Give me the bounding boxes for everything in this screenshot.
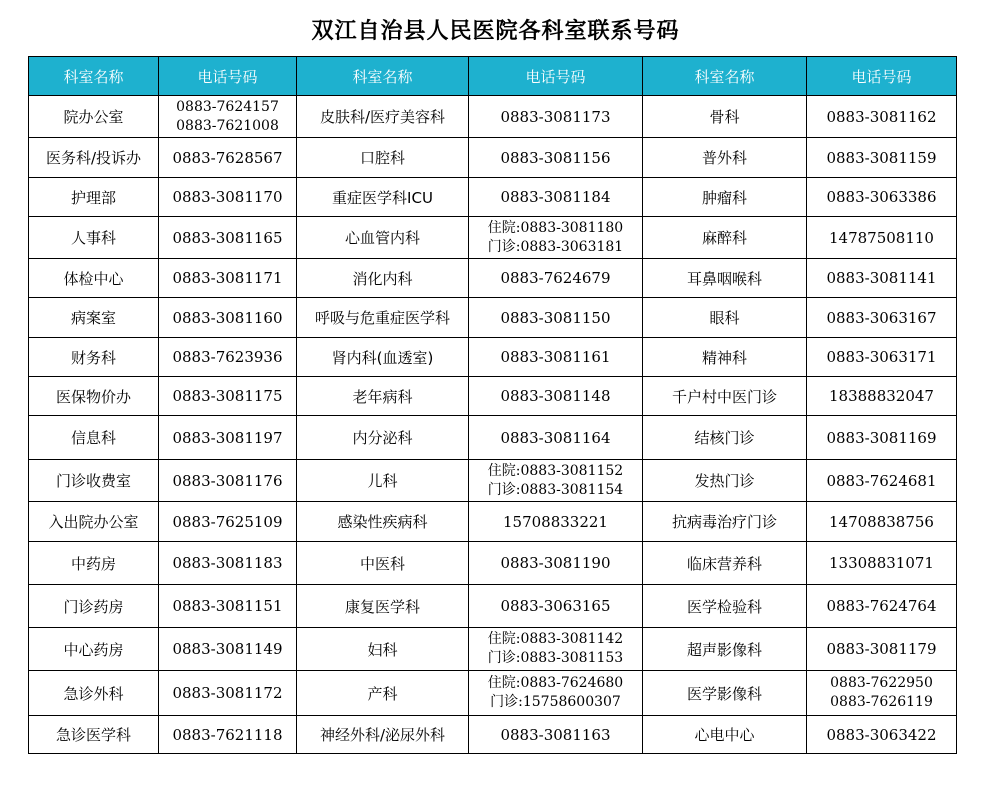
department-name-cell: 神经外科/泌尿外科 <box>297 716 469 754</box>
department-name-cell: 中药房 <box>29 542 159 585</box>
phone-number-cell: 15708833221 <box>469 502 643 542</box>
department-name-cell: 医保物价办 <box>29 377 159 416</box>
phone-number-cell <box>469 628 643 671</box>
department-name-cell: 骨科 <box>643 96 807 138</box>
phone-number-cell: 0883-3081151 <box>159 585 297 628</box>
department-name-cell: 入出院办公室 <box>29 502 159 542</box>
table-row <box>29 671 957 716</box>
phone-number-cell: 0883-3081162 <box>807 96 957 138</box>
phone-number-cell <box>159 96 297 138</box>
department-name-cell: 医务科/投诉办 <box>29 138 159 178</box>
department-name-cell: 儿科 <box>297 460 469 502</box>
table-row <box>29 628 957 671</box>
header-department: 科室名称 <box>29 57 159 96</box>
phone-number-cell: 0883-3063167 <box>807 298 957 338</box>
phone-number-cell <box>469 460 643 502</box>
phone-number-cell: 0883-7624681 <box>807 460 957 502</box>
phone-number-line: 住院:0883-3081180 <box>487 219 624 236</box>
department-name-cell: 信息科 <box>29 416 159 460</box>
department-name-cell: 心血管内科 <box>297 217 469 259</box>
phone-number-cell: 0883-3081141 <box>807 259 957 298</box>
phone-number-cell: 0883-3081190 <box>469 542 643 585</box>
department-name-cell: 眼科 <box>643 298 807 338</box>
department-name-cell: 耳鼻咽喉科 <box>643 259 807 298</box>
header-phone: 电话号码 <box>469 57 643 96</box>
phone-number-cell: 0883-3081149 <box>159 628 297 671</box>
department-name-cell: 中心药房 <box>29 628 159 671</box>
department-name-cell: 门诊收费室 <box>29 460 159 502</box>
phone-number-cell: 0883-3081150 <box>469 298 643 338</box>
phone-number-cell <box>807 671 957 716</box>
department-name-cell: 老年病科 <box>297 377 469 416</box>
phone-number-line: 门诊:0883-3081154 <box>487 481 624 498</box>
header-phone: 电话号码 <box>159 57 297 96</box>
phone-number-cell: 0883-3063386 <box>807 178 957 217</box>
department-name-cell: 院办公室 <box>29 96 159 138</box>
department-name-cell: 感染性疾病科 <box>297 502 469 542</box>
phone-number-cell: 0883-7624764 <box>807 585 957 628</box>
phone-directory-table <box>28 56 957 754</box>
phone-number-cell: 0883-3081172 <box>159 671 297 716</box>
phone-number-cell: 0883-3081184 <box>469 178 643 217</box>
phone-number-cell: 0883-3081169 <box>807 416 957 460</box>
header-department: 科室名称 <box>643 57 807 96</box>
phone-number-cell: 0883-3081197 <box>159 416 297 460</box>
phone-number-cell <box>469 217 643 259</box>
department-name-cell: 发热门诊 <box>643 460 807 502</box>
table-row <box>29 217 957 259</box>
department-name-cell: 心电中心 <box>643 716 807 754</box>
department-name-cell: 超声影像科 <box>643 628 807 671</box>
table-row <box>29 460 957 502</box>
department-name-cell: 产科 <box>297 671 469 716</box>
department-name-cell: 内分泌科 <box>297 416 469 460</box>
department-name-cell: 千户村中医门诊 <box>643 377 807 416</box>
phone-number-line: 门诊:0883-3081153 <box>487 650 624 666</box>
phone-number-cell: 0883-3081161 <box>469 338 643 377</box>
phone-number-cell: 0883-3081160 <box>159 298 297 338</box>
table-row <box>29 138 957 178</box>
phone-number-cell: 0883-3081163 <box>469 716 643 754</box>
department-name-cell: 妇科 <box>297 628 469 671</box>
phone-number-cell <box>469 671 643 716</box>
phone-number-cell: 0883-3081170 <box>159 178 297 217</box>
phone-number-line: 住院:0883-3081142 <box>487 631 624 647</box>
phone-number-line: 0883-7621008 <box>176 117 279 134</box>
phone-number-cell: 0883-7624679 <box>469 259 643 298</box>
department-name-cell: 麻醉科 <box>643 217 807 259</box>
department-name-cell: 抗病毒治疗门诊 <box>643 502 807 542</box>
phone-number-cell: 0883-3063422 <box>807 716 957 754</box>
phone-number-cell: 18388832047 <box>807 377 957 416</box>
phone-number-cell: 14787508110 <box>807 217 957 259</box>
phone-number-line: 住院:0883-7624680 <box>487 675 624 691</box>
table-row <box>29 585 957 628</box>
department-name-cell: 结核门诊 <box>643 416 807 460</box>
phone-number-cell: 0883-3081171 <box>159 259 297 298</box>
department-name-cell: 康复医学科 <box>297 585 469 628</box>
table-row <box>29 416 957 460</box>
department-name-cell: 医学检验科 <box>643 585 807 628</box>
department-name-cell: 消化内科 <box>297 259 469 298</box>
phone-number-cell: 0883-7625109 <box>159 502 297 542</box>
department-name-cell: 重症医学科ICU <box>297 178 469 217</box>
department-name-cell: 口腔科 <box>297 138 469 178</box>
phone-number-line: 门诊:0883-3063181 <box>487 238 624 255</box>
header-row <box>29 57 957 96</box>
department-name-cell: 医学影像科 <box>643 671 807 716</box>
phone-number-cell: 13308831071 <box>807 542 957 585</box>
department-name-cell: 护理部 <box>29 178 159 217</box>
department-name-cell: 精神科 <box>643 338 807 377</box>
department-name-cell: 人事科 <box>29 217 159 259</box>
table-row <box>29 716 957 754</box>
phone-number-cell: 0883-7628567 <box>159 138 297 178</box>
phone-number-line: 0883-7626119 <box>830 694 933 710</box>
department-name-cell: 中医科 <box>297 542 469 585</box>
phone-number-line: 0883-7624157 <box>176 98 279 115</box>
header-department: 科室名称 <box>297 57 469 96</box>
phone-number-cell: 0883-3063165 <box>469 585 643 628</box>
phone-number-cell: 0883-3081183 <box>159 542 297 585</box>
table-row <box>29 338 957 377</box>
department-name-cell: 临床营养科 <box>643 542 807 585</box>
phone-number-cell: 0883-3081179 <box>807 628 957 671</box>
table-row <box>29 178 957 217</box>
table-row <box>29 377 957 416</box>
phone-number-line: 住院:0883-3081152 <box>487 462 624 479</box>
phone-number-cell: 0883-3081173 <box>469 96 643 138</box>
phone-number-cell: 0883-3081165 <box>159 217 297 259</box>
department-name-cell: 体检中心 <box>29 259 159 298</box>
department-name-cell: 呼吸与危重症医学科 <box>297 298 469 338</box>
department-name-cell: 病案室 <box>29 298 159 338</box>
table-row <box>29 259 957 298</box>
phone-number-cell: 0883-3081164 <box>469 416 643 460</box>
department-name-cell: 肿瘤科 <box>643 178 807 217</box>
phone-number-cell: 0883-3063171 <box>807 338 957 377</box>
phone-number-cell: 0883-3081148 <box>469 377 643 416</box>
phone-number-cell: 14708838756 <box>807 502 957 542</box>
phone-number-cell: 0883-3081159 <box>807 138 957 178</box>
phone-number-cell: 0883-3081156 <box>469 138 643 178</box>
phone-number-cell: 0883-3081176 <box>159 460 297 502</box>
header-phone: 电话号码 <box>807 57 957 96</box>
phone-number-cell: 0883-3081175 <box>159 377 297 416</box>
table-row <box>29 542 957 585</box>
department-name-cell: 普外科 <box>643 138 807 178</box>
phone-number-line: 门诊:15758600307 <box>490 694 621 710</box>
department-name-cell: 肾内科(血透室) <box>297 338 469 377</box>
department-name-cell: 门诊药房 <box>29 585 159 628</box>
department-name-cell: 财务科 <box>29 338 159 377</box>
table-row <box>29 502 957 542</box>
phone-number-cell: 0883-7621118 <box>159 716 297 754</box>
department-name-cell: 急诊医学科 <box>29 716 159 754</box>
phone-number-cell: 0883-7623936 <box>159 338 297 377</box>
page-title: 双江自治县人民医院各科室联系号码 <box>311 19 680 44</box>
table-row <box>29 298 957 338</box>
department-name-cell: 皮肤科/医疗美容科 <box>297 96 469 138</box>
directory-body <box>29 96 957 754</box>
phone-number-line: 0883-7622950 <box>830 675 933 691</box>
table-row <box>29 96 957 138</box>
department-name-cell: 急诊外科 <box>29 671 159 716</box>
